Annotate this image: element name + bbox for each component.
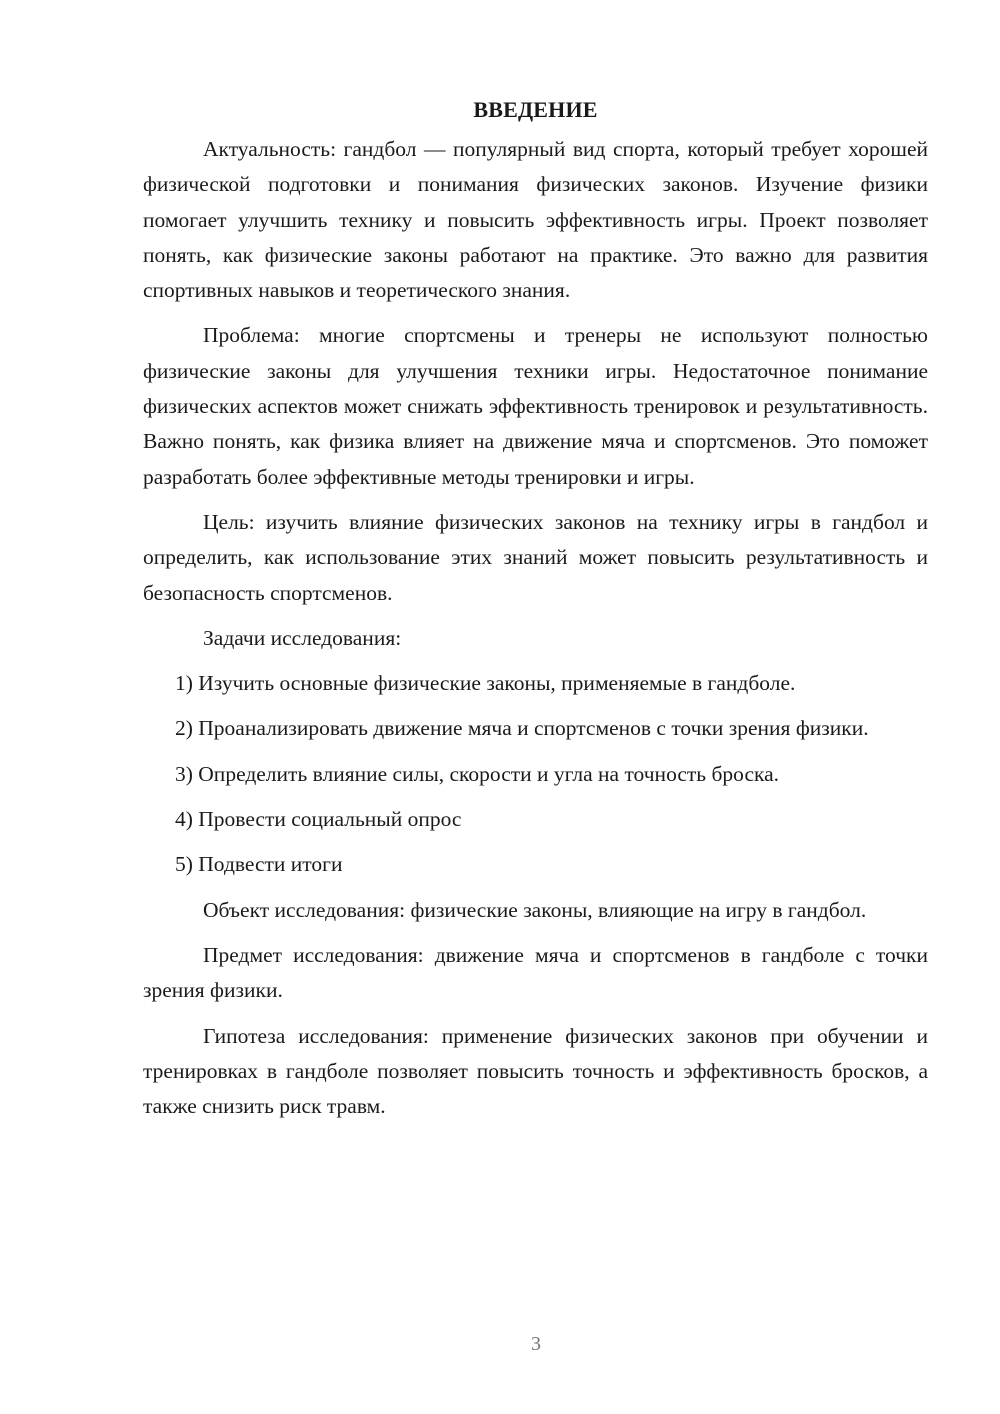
paragraph-tasks-heading: Задачи исследования: xyxy=(203,625,402,650)
page-number: 3 xyxy=(531,1333,541,1355)
paragraph-hypothesis: Гипотеза исследования: применение физических законов при обучении и тренировках в гандболе позволяет повысить точность и эффективность бросков, а также снизить риск травм. xyxy=(143,1023,928,1119)
paragraph-object: Объект исследования: физические законы, влияющие на игру в гандбол. xyxy=(203,897,867,922)
task-item: 3) Определить влияние силы, скорости и угла на точность броска. xyxy=(175,761,780,786)
task-item: 5) Подвести итоги xyxy=(175,852,343,877)
paragraph-relevance: Актуальность: гандбол — популярный вид спорта, который требует хорошей физической подготовки и понимания физических законов. Изучение физики помогает улучшить технику и повысить эффективность игры. Проект позволяет понять, как физические законы работают на практике. Это важно для развития спортивных навыков и теоретического знания. xyxy=(143,137,928,303)
paragraph-subject: Предмет исследования: движение мяча и спортсменов в гандболе с точки зрения физики. xyxy=(143,942,928,1003)
task-item: 1) Изучить основные физические законы, применяемые в гандболе. xyxy=(175,671,796,696)
task-item: 4) Провести социальный опрос xyxy=(175,807,462,832)
task-item: 2) Проанализировать движение мяча и спортсменов с точки зрения физики. xyxy=(175,716,869,741)
paragraph-problem: Проблема: многие спортсмены и тренеры не используют полностью физические законы для улучшения техники игры. Недостаточное понимание физических аспектов может снижать эффективность тренировок и результативность. Важно понять, как физика влияет на движение мяча и спортсменов. Это поможет разработать более эффективные методы тренировки и игры. xyxy=(143,323,928,489)
page-content xyxy=(143,92,928,1124)
section-title: ВВЕДЕНИЕ xyxy=(473,97,598,122)
paragraph-goal: Цель: изучить влияние физических законов на технику игры в гандбол и определить, как использование этих знаний может повысить результативность и безопасность спортсменов. xyxy=(143,509,928,605)
